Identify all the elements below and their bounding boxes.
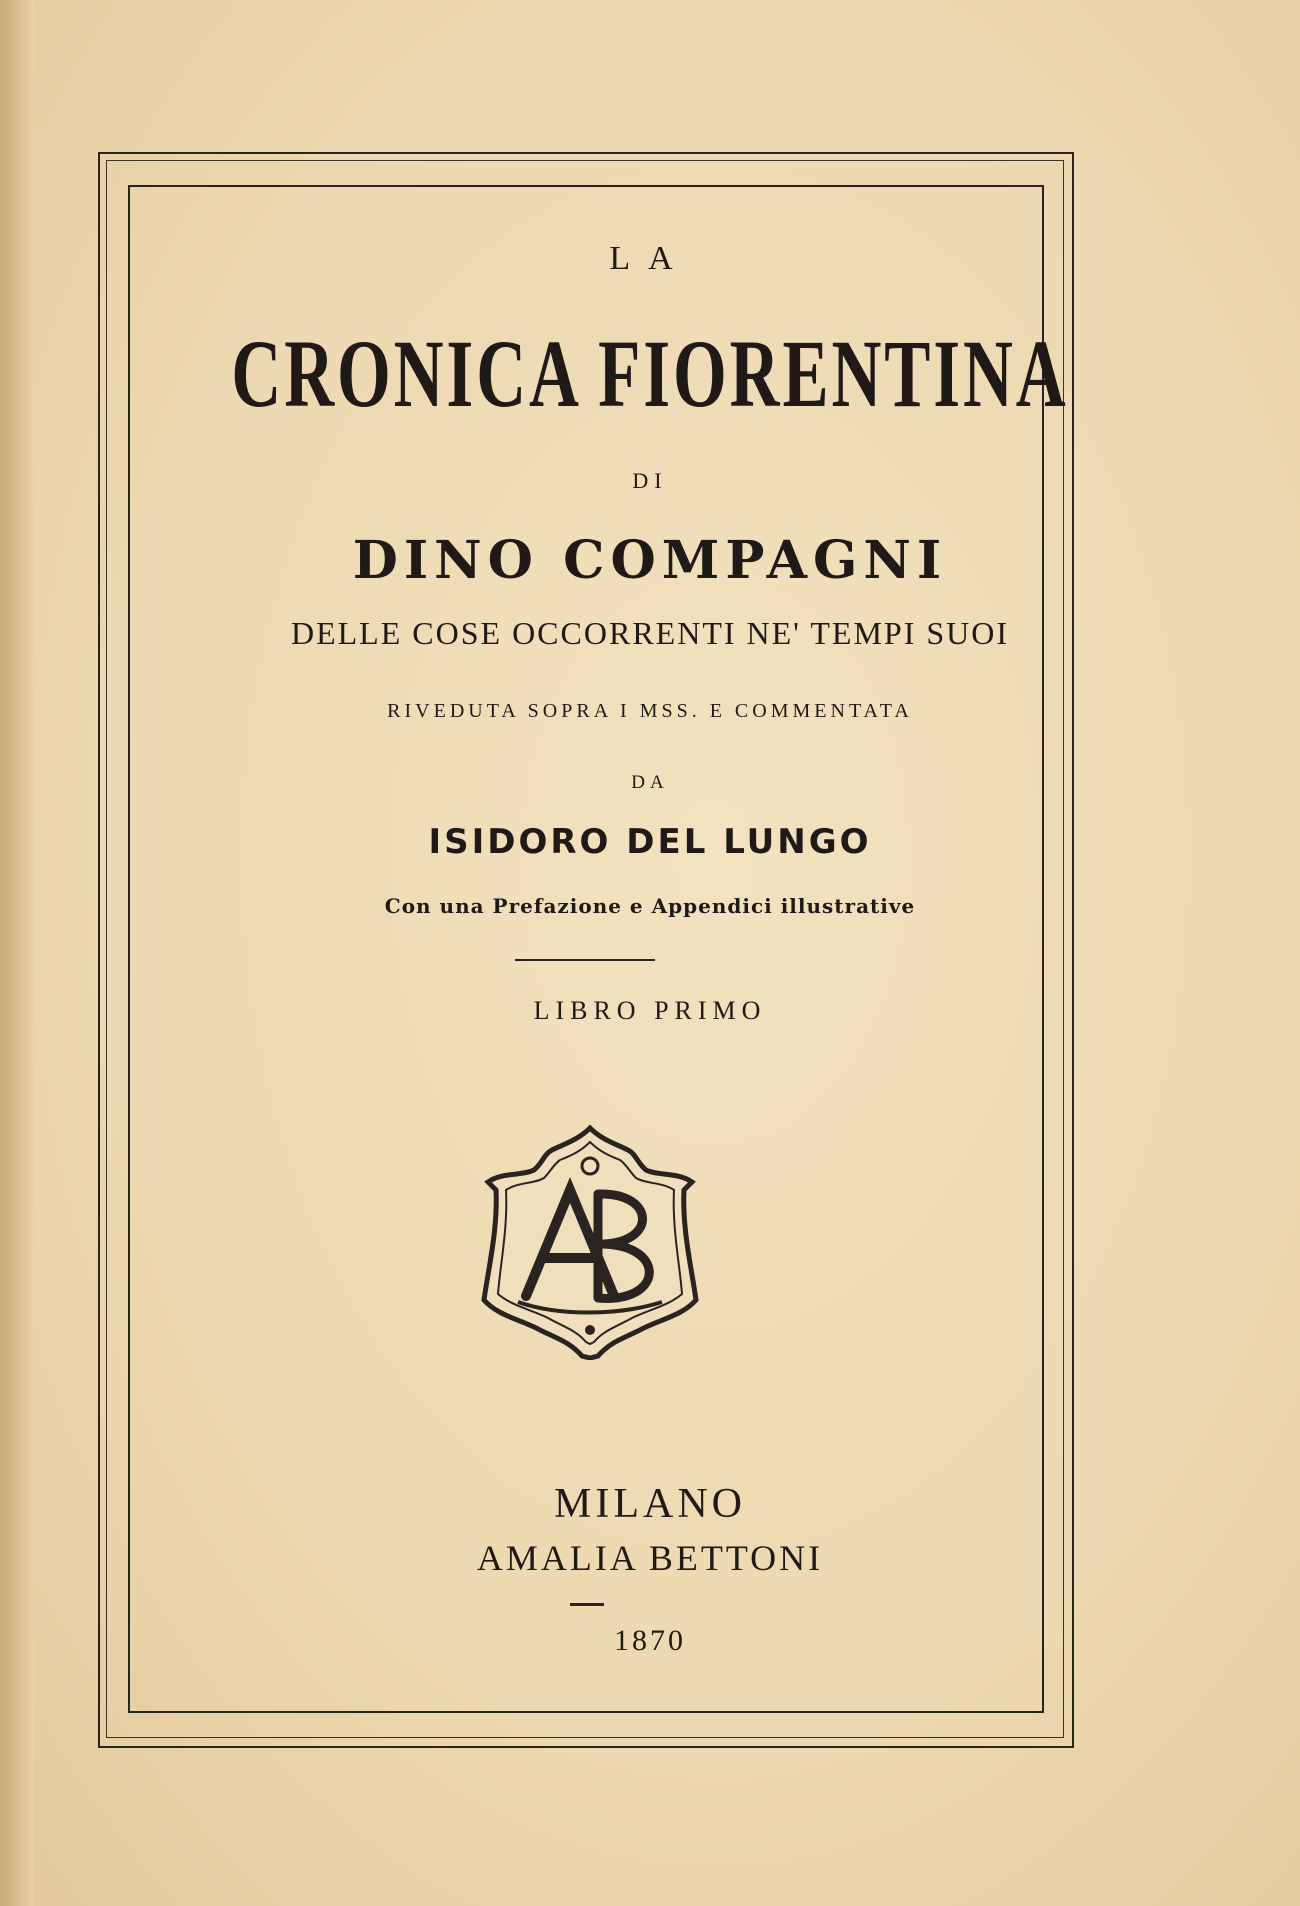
title-article: LA xyxy=(609,240,691,277)
page-spine-edge xyxy=(0,0,34,1906)
publication-year: 1870 xyxy=(614,1624,686,1657)
publisher-name: AMALIA BETTONI xyxy=(476,1538,824,1578)
publication-city: MILANO xyxy=(554,1481,746,1527)
divider-rule xyxy=(515,959,655,961)
publisher-emblem-icon xyxy=(478,1120,702,1360)
subtitle: DELLE COSE OCCORRENTI NE' TEMPI SUOI xyxy=(290,615,1010,651)
book-number: LIBRO PRIMO xyxy=(533,996,767,1025)
editor-name: ISIDORO DEL LUNGO xyxy=(428,822,872,862)
main-title: CRONICA FIORENTINA xyxy=(231,320,1069,427)
preface-note: Con una Prefazione e Appendici illustrative xyxy=(384,894,916,918)
title-da: DA xyxy=(631,772,669,793)
title-di: DI xyxy=(632,468,668,493)
author-name: DINO COMPAGNI xyxy=(352,530,948,591)
divider-dash xyxy=(570,1603,604,1606)
edition-note: RIVEDUTA SOPRA I MSS. E COMMENTATA xyxy=(387,700,913,722)
